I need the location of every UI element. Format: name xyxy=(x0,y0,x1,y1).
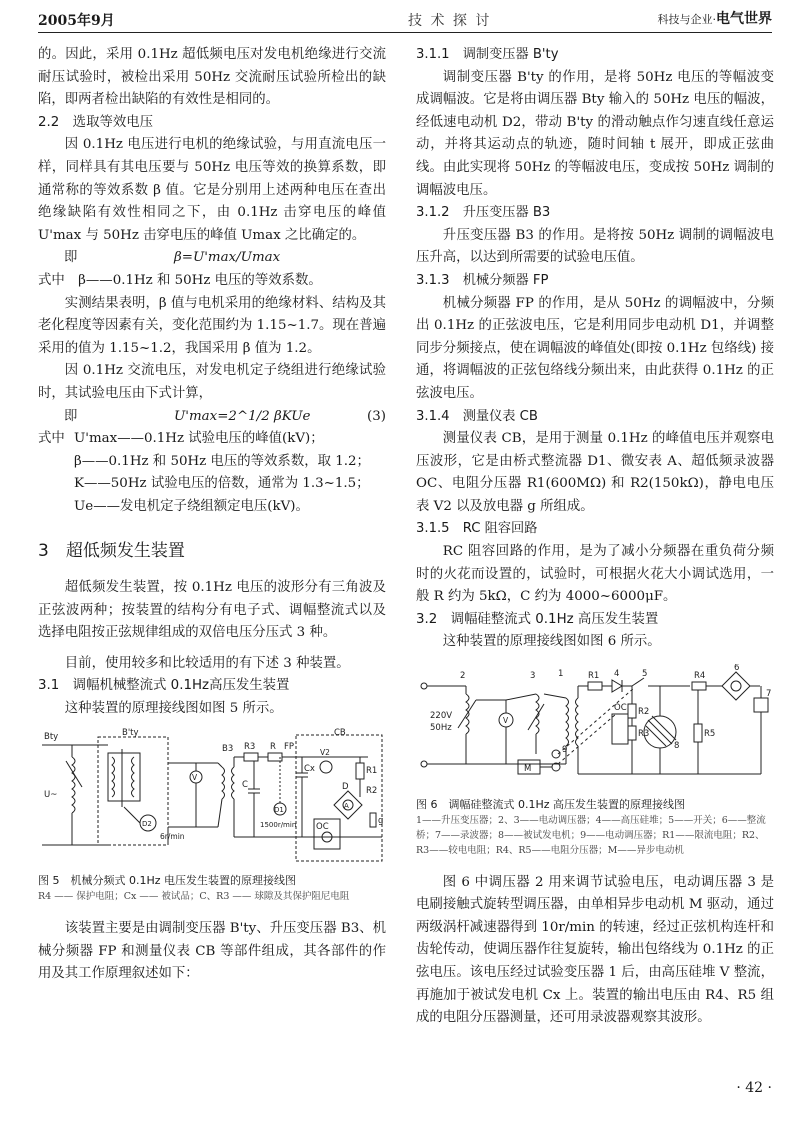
paragraph: 的。因此，采用 0.1Hz 超低频电压对发电机绝缘进行交流耐压试验时，被检出采用 50Hz 交流耐压试验所检出的缺陷，即两者检出缺陷的有效性是相同的。 xyxy=(38,47,386,108)
fig6-label: 1 xyxy=(558,669,564,680)
header-journal xyxy=(658,8,773,28)
figure-5 xyxy=(38,727,386,905)
figure-6-labels xyxy=(430,664,771,774)
fig5-label: D2 xyxy=(142,819,152,828)
fig6-label: 5 xyxy=(642,669,648,680)
fig6-label: 8 xyxy=(674,741,680,752)
equation-number: (3) xyxy=(367,408,386,424)
figure-5-caption: 图 5 机械分频式 0.1Hz 电压发生装置的原理接线图 xyxy=(38,874,297,888)
paragraph: 超低频发生装置，按 0.1Hz 电压的波形分有三角波及正弦波两种；按装置的结构分有电子式、调幅整流式以及选择电阻按正弦规律组成的双倍电压分压式 3 种。 xyxy=(38,580,386,641)
fig6-label: 4 xyxy=(614,669,620,680)
fig5-label: R2 xyxy=(366,785,378,796)
fig5-label: D1 xyxy=(274,805,284,814)
fig5-label: R3 xyxy=(244,741,256,752)
section-heading: 3.2 调幅硅整流式 0.1Hz 高压发生装置 xyxy=(416,611,659,627)
fig6-label: 9 xyxy=(562,745,568,756)
fig5-label: C xyxy=(242,779,248,790)
fig5-label: g xyxy=(378,815,384,826)
paragraph: 因 0.1Hz 电压进行电机的绝缘试验，与用直流电压一样，同样具有其电压要与 50Hz 电压等效的换算系数，即通常称的等效系数 β 值。它是分别用上述两种电压在查出绝缘缺陷有效性相同之下，由 0.1Hz 击穿电压的峰值 U'max 与 50Hz 击穿电压的峰值 Umax 之比确定的。 xyxy=(38,137,386,243)
equation-lead: 即 xyxy=(64,250,78,266)
fig5-label: V2 xyxy=(320,747,330,757)
fig6-label: 3 xyxy=(530,671,536,682)
fig5-label: FP xyxy=(284,741,295,752)
subsection-heading: 3.1.5 RC 阻容回路 xyxy=(416,521,538,537)
page-header xyxy=(38,6,772,33)
header-section: 技 术 探 讨 xyxy=(408,13,492,29)
glossary-key: 式中 xyxy=(38,431,65,447)
paragraph: 该装置主要是由调制变压器 B'ty、升压变压器 B3、机械分频器 FP 和测量仪表 CB 等部件组成，其各部件的作用及其工作原理叙述如下： xyxy=(38,921,386,982)
section-heading: 3.1 调幅机械整流式 0.1Hz高压发生装置 xyxy=(38,678,290,694)
figure-5-legend: R4 —— 保护电阻；Cx —— 被试品；C、R3 —— 球隙及其保护阻尼电阻 xyxy=(38,891,350,903)
fig6-label: 7 xyxy=(766,689,772,700)
subsection-heading: 3.1.1 调制变压器 B'ty xyxy=(416,47,559,62)
fig6-label: OC xyxy=(614,703,627,714)
glossary-line xyxy=(38,428,386,451)
glossary-line: 式中 β——0.1Hz 和 50Hz 电压的等效系数。 xyxy=(38,272,322,288)
fig5-label: V xyxy=(192,772,198,782)
left-column xyxy=(38,44,386,986)
paragraph: RC 阻容回路的作用，是为了减小分频器在重负荷分频时的火花而设置的，试验时，可根据火花大小调试选用，一般 R 约为 5kΩ，C 约为 4000~6000μF。 xyxy=(416,544,774,605)
equation xyxy=(38,406,386,429)
fig6-label: R2 xyxy=(638,707,650,718)
fig6-label: R5 xyxy=(704,729,716,740)
fig5-label: R1 xyxy=(366,765,378,776)
figure-6-circuit xyxy=(416,664,774,788)
glossary-text: U'max——0.1Hz 试验电压的峰值(kV)； xyxy=(74,431,324,447)
paragraph: 图 6 中调压器 2 用来调节试验电压，电动调压器 3 是电刷接触式旋转型调压器，由单相异步电动机 M 驱动，通过两级涡杆减速器得到 10r/min 的转速，经过正弦机构连杆和齿轮传动，使调压器作往复旋转，输出包络线为 0.1Hz 的正弦电压。该电压经过试验变压器 1 后，由高压硅堆 V 整流，再施加于被试发电机 Cx 上。装置的输出电压由 R4、R5 组成的电阻分压器测量，还可用录波器观察其波形。 xyxy=(416,874,774,1026)
fig6-label: R4 xyxy=(694,671,706,682)
fig5-label: 1500r/min xyxy=(260,820,297,829)
equation-lead: 即 xyxy=(64,408,78,424)
fig5-label: A xyxy=(344,801,349,810)
paragraph: 机械分频器 FP 的作用，是从 50Hz 的调幅波中，分频出 0.1Hz 的正弦波电压，它是利用同步电动机 D1，并调整同步分频接点，使在调幅波的峰值处(即按 0.1Hz 包络线) 接通，将调幅波的正弦包络线分频出来，由此获得 0.1Hz 的正弦波电压。 xyxy=(416,295,774,401)
fig5-label: Bty xyxy=(44,731,59,742)
fig5-label: Cx xyxy=(304,763,315,774)
fig6-label: R3 xyxy=(638,729,650,740)
glossary-line: K——50Hz 试验电压的倍数，通常为 1.3~1.5； xyxy=(74,476,370,492)
fig6-label: V xyxy=(503,716,509,726)
fig6-label: 6 xyxy=(734,664,740,674)
paragraph: 实测结果表明，β 值与电机采用的绝缘材料、结构及其老化程度等因素有关，变化范围约为 1.15~1.7。现在普遍采用的值为 1.15~1.2，我国采用 β 值为 1.2。 xyxy=(38,295,386,356)
figure-6-legend: 1——升压变压器；2、3——电动调压器；4——高压硅堆；5——开关；6——整流桥；7——录波器；8——被试发电机；9——电动调压器；R1——限流电阻；R2、R3——较电电阻；R4、R5——电阻分压器；M——异步电动机 xyxy=(416,814,766,856)
page-number: · 42 · xyxy=(736,1080,772,1096)
section-heading: 2.2 选取等效电压 xyxy=(38,114,154,130)
equation-body: β=U'max/Umax xyxy=(174,250,281,266)
paragraph: 升压变压器 B3 的作用。是将按 50Hz 调制的调幅波电压升高，以达到所需要的试验电压值。 xyxy=(416,227,774,266)
subsection-heading: 3.1.3 机械分频器 FP xyxy=(416,272,549,288)
equation-body: U'max=2^1/2 βKUe xyxy=(174,408,311,424)
header-journal-prefix: 科技与企业· xyxy=(657,13,716,26)
fig5-label: B3 xyxy=(222,743,234,754)
paragraph: 目前，使用较多和比较适用的有下述 3 种装置。 xyxy=(64,655,350,671)
fig6-label: 50Hz xyxy=(430,723,452,734)
paragraph: 因 0.1Hz 交流电压，对发电机定子绕组进行绝缘试验时，其试验电压由下式计算， xyxy=(38,363,386,401)
figure-6 xyxy=(416,664,774,858)
fig5-label: OC xyxy=(316,821,329,832)
glossary-line: Ue——发电机定子绕组额定电压(kV)。 xyxy=(74,498,309,514)
fig5-label: CB xyxy=(334,727,346,738)
glossary-line: β——0.1Hz 和 50Hz 电压的等效系数，取 1.2； xyxy=(74,453,370,469)
fig6-label: M xyxy=(524,764,532,775)
figure-6-caption: 图 6 调幅硅整流式 0.1Hz 高压发生装置的原理接线图 xyxy=(416,797,686,811)
fig5-label: D xyxy=(342,781,349,792)
fig6-label: 2 xyxy=(460,671,466,682)
fig6-label: R1 xyxy=(588,671,600,682)
figure-5-circuit xyxy=(38,727,386,865)
fig6-label: 220V xyxy=(430,711,453,722)
fig5-label: 6r/min xyxy=(160,831,185,841)
chapter-heading: 3 超低频发生装置 xyxy=(38,541,185,562)
header-date: 2005年9月 xyxy=(38,13,115,29)
equation xyxy=(38,247,386,270)
paragraph: 这种装置的原理接线图如图 5 所示。 xyxy=(64,701,283,717)
header-journal-name: 电气世界 xyxy=(716,11,772,27)
subsection-heading: 3.1.2 升压变压器 B3 xyxy=(416,205,551,221)
paragraph: 测量仪表 CB，是用于测量 0.1Hz 的峰值电压并观察电压波形，它是由桥式整流器 D1、微安表 A、超低频录波器 OC、电阻分压器 R1(600MΩ) 和 R2(150kΩ)，静电电压表 V2 以及放电器 g 所组成。 xyxy=(416,431,774,514)
fig5-label: B'ty xyxy=(122,727,139,738)
right-column xyxy=(416,44,774,1030)
paragraph: 这种装置的原理接线图如图 6 所示。 xyxy=(442,634,661,650)
fig5-label: U~ xyxy=(44,789,58,800)
paragraph: 调制变压器 B'ty 的作用，是将 50Hz 电压的等幅波变成调幅波。它是将由调压器 Bty 输入的 50Hz 电压的幅波，经低速电动机 D2，带动 B'ty 的滑动触点作匀速直线任意运动，并将其运动点的轨迹，随时间轴 t 展开，即成正弦曲线。由此实现将 50Hz 的等幅波电压，变成按 50Hz 调制的调幅波电压。 xyxy=(416,69,774,198)
fig5-label: R xyxy=(270,741,276,752)
subsection-heading: 3.1.4 测量仪表 CB xyxy=(416,408,538,424)
